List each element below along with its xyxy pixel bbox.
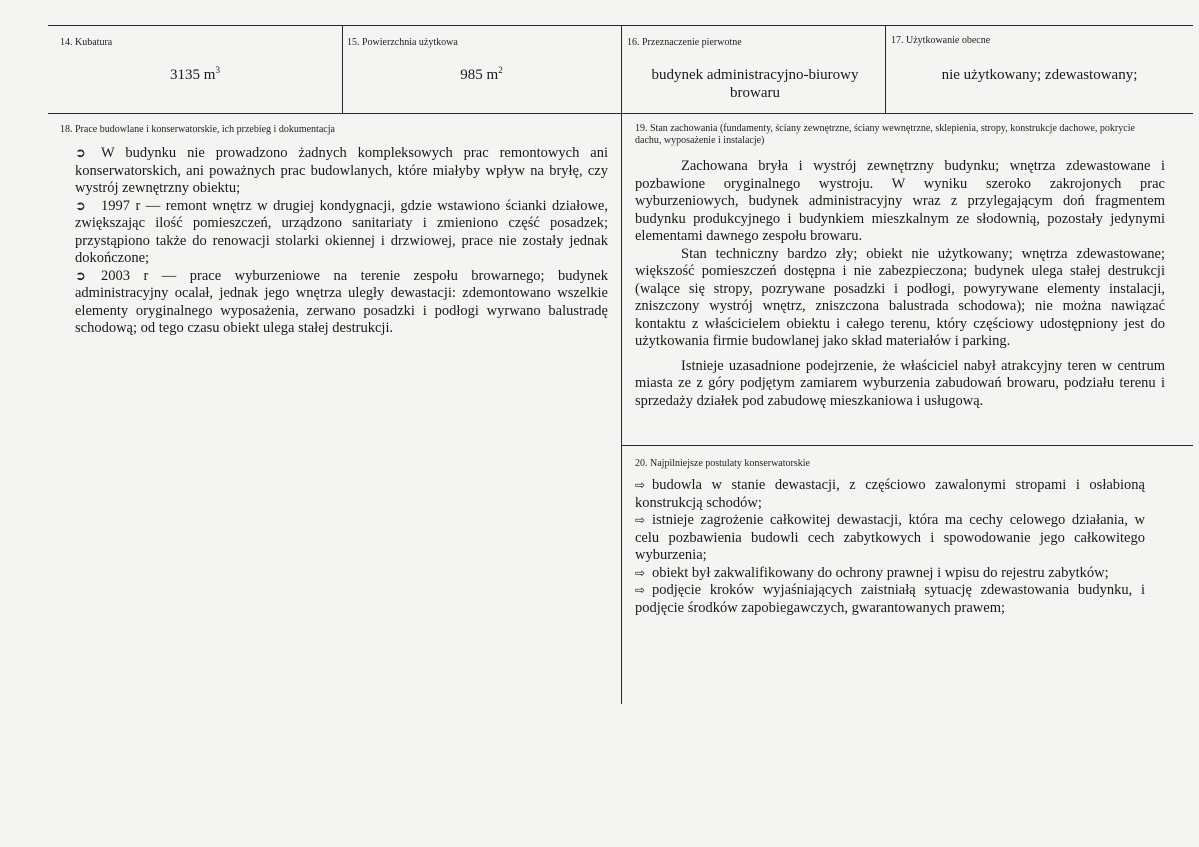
section-19-20-rule bbox=[622, 445, 1193, 446]
section-20-label: 20. Najpilniejsze postulaty konserwatorskie bbox=[635, 458, 810, 469]
powierzchnia-number: 985 m bbox=[460, 67, 499, 83]
section-19-body bbox=[635, 158, 1165, 410]
list-item-text: istnieje zagrożenie całkowitej dewastacji, która ma cechy celowego działania, w celu pozbawienia budowli cech zabytkowych i spowodowanie jego całkowitego wyburzenia; bbox=[635, 512, 1145, 563]
list-item-text: 1997 r — remont wnętrz w drugiej kondygnacji, gdzie wstawiono ścianki działowe, zwiększając ilość pomieszczeń, urządzono sanitariaty i zmieniono część posadzek; przystąpiono także do renowacji stolarki okiennej i drzwiowej, prace nie zostały jednak dokończone; bbox=[75, 197, 608, 266]
kubatura-value bbox=[48, 66, 342, 84]
bullet-arrow-icon: ⇨ bbox=[635, 513, 646, 527]
bullet-arrow-icon: ➲ bbox=[75, 268, 86, 284]
bullet-arrow-icon: ➲ bbox=[75, 198, 86, 214]
list-item bbox=[635, 565, 1145, 583]
list-item-text: W budynku nie prowadzono żadnych kompleksowych prac remontowych ani konserwatorskich, ani poważnych prac budowlanych, które miałyby wpływ na bryłę, czy wystrój zewnętrzny obiektu; bbox=[75, 145, 608, 196]
list-item bbox=[635, 582, 1145, 617]
przeznaczenie-label: 16. Przeznaczenie pierwotne bbox=[627, 37, 742, 48]
list-item-text: 2003 r — prace wyburzeniowe na terenie zespołu browarnego; budynek administracyjny ocalał, jednak jego wnętrza uległy dewastacji: zdemontowano wszelkie elementy oryginalnego wyposażenia, zerwano posadzki i podłogi wyrwano balustradę schodową; od tego czasu obiekt ulega stałej destrukcji. bbox=[75, 267, 608, 336]
powierzchnia-label: 15. Powierzchnia użytkowa bbox=[347, 37, 458, 48]
uzytkowanie-label: 17. Użytkowanie obecne bbox=[891, 35, 991, 46]
kubatura-unit-exponent: 3 bbox=[215, 65, 220, 75]
powierzchnia-unit-exponent: 2 bbox=[498, 65, 503, 75]
uzytkowanie-value: nie użytkowany; zdewastowany; bbox=[941, 67, 1138, 83]
list-item bbox=[75, 198, 608, 268]
list-item-text: podjęcie kroków wyjaśniających zaistniałą sytuację zdewastowania budynku, i podjęcie środków zapobiegawczych, gwarantowanych prawem; bbox=[635, 582, 1145, 616]
section-18-body bbox=[75, 145, 608, 338]
list-item bbox=[75, 145, 608, 198]
section-20-body bbox=[635, 477, 1145, 617]
bullet-arrow-icon: ⇨ bbox=[635, 565, 646, 580]
list-item bbox=[75, 268, 608, 338]
paragraph: Stan techniczny bardzo zły; obiekt nie użytkowany; wnętrza zdewastowane; większość pomieszczeń dostępna i nie zabezpieczona; budynek ulega stałej destrukcji (walące się stropy, pozrywane posadzki i podłogi, powyrywane elementy instalacji, zniszczony wystrój wnętrz, zniszczona balustrada schodowa); nie można nawiązać kontaktu z właścicielem obiektu i całego terenu, który częściowy udostępniony jest do użytkowania firmie budowlanej jako skład materiałów i parking. bbox=[635, 245, 1165, 349]
kubatura-label: 14. Kubatura bbox=[60, 37, 113, 48]
section-18-label: 18. Prace budowlane i konserwatorskie, ich przebieg i dokumentacja bbox=[60, 124, 335, 135]
kubatura-number: 3135 m bbox=[170, 67, 216, 83]
section-19-label: 19. Stan zachowania (fundamenty, ściany zewnętrzne, ściany wewnętrzne, sklepienia, stropy, konstrukcje dachowe, pokrycie dachu, wyposażenie i instalacje) bbox=[635, 123, 1135, 146]
powierzchnia-value bbox=[342, 66, 621, 84]
list-item bbox=[635, 477, 1145, 512]
list-item-text: budowla w stanie dewastacji, z częściowo zawalonymi stropami i osłabioną konstrukcją schodów; bbox=[635, 477, 1145, 511]
paragraph: Istnieje uzasadnione podejrzenie, że właściciel nabył atrakcyjny teren w centrum miasta ze z góry podjętym zamiarem wyburzenia zabudowań browaru, podziału terenu i sprzedaży działek pod zabudowę mieszkaniowa i usługową. bbox=[635, 357, 1165, 409]
paragraph: Zachowana bryła i wystrój zewnętrzny budynku; wnętrza zdewastowane i pozbawione oryginalnego wystroju. W wyniku szeroko zakrojonych prac wyburzeniowych, budynek administracyjny wraz z przylegającym doń fragmentem budynku produkcyjnego i budynkiem mieszkalnym ze słodownią, pozostały jedynymi elementami dawnego zespołu browaru. bbox=[635, 158, 1165, 244]
przeznaczenie-value: budynek administracyjno-biurowy browaru bbox=[651, 67, 859, 101]
main-column-divider bbox=[621, 25, 622, 704]
bullet-arrow-icon: ⇨ bbox=[635, 478, 646, 492]
bullet-arrow-icon: ➲ bbox=[75, 146, 86, 161]
bullet-arrow-icon: ⇨ bbox=[635, 583, 646, 597]
list-item bbox=[635, 512, 1145, 565]
list-item-text: obiekt był zakwalifikowany do ochrony prawnej i wpisu do rejestru zabytków; bbox=[652, 564, 1109, 581]
